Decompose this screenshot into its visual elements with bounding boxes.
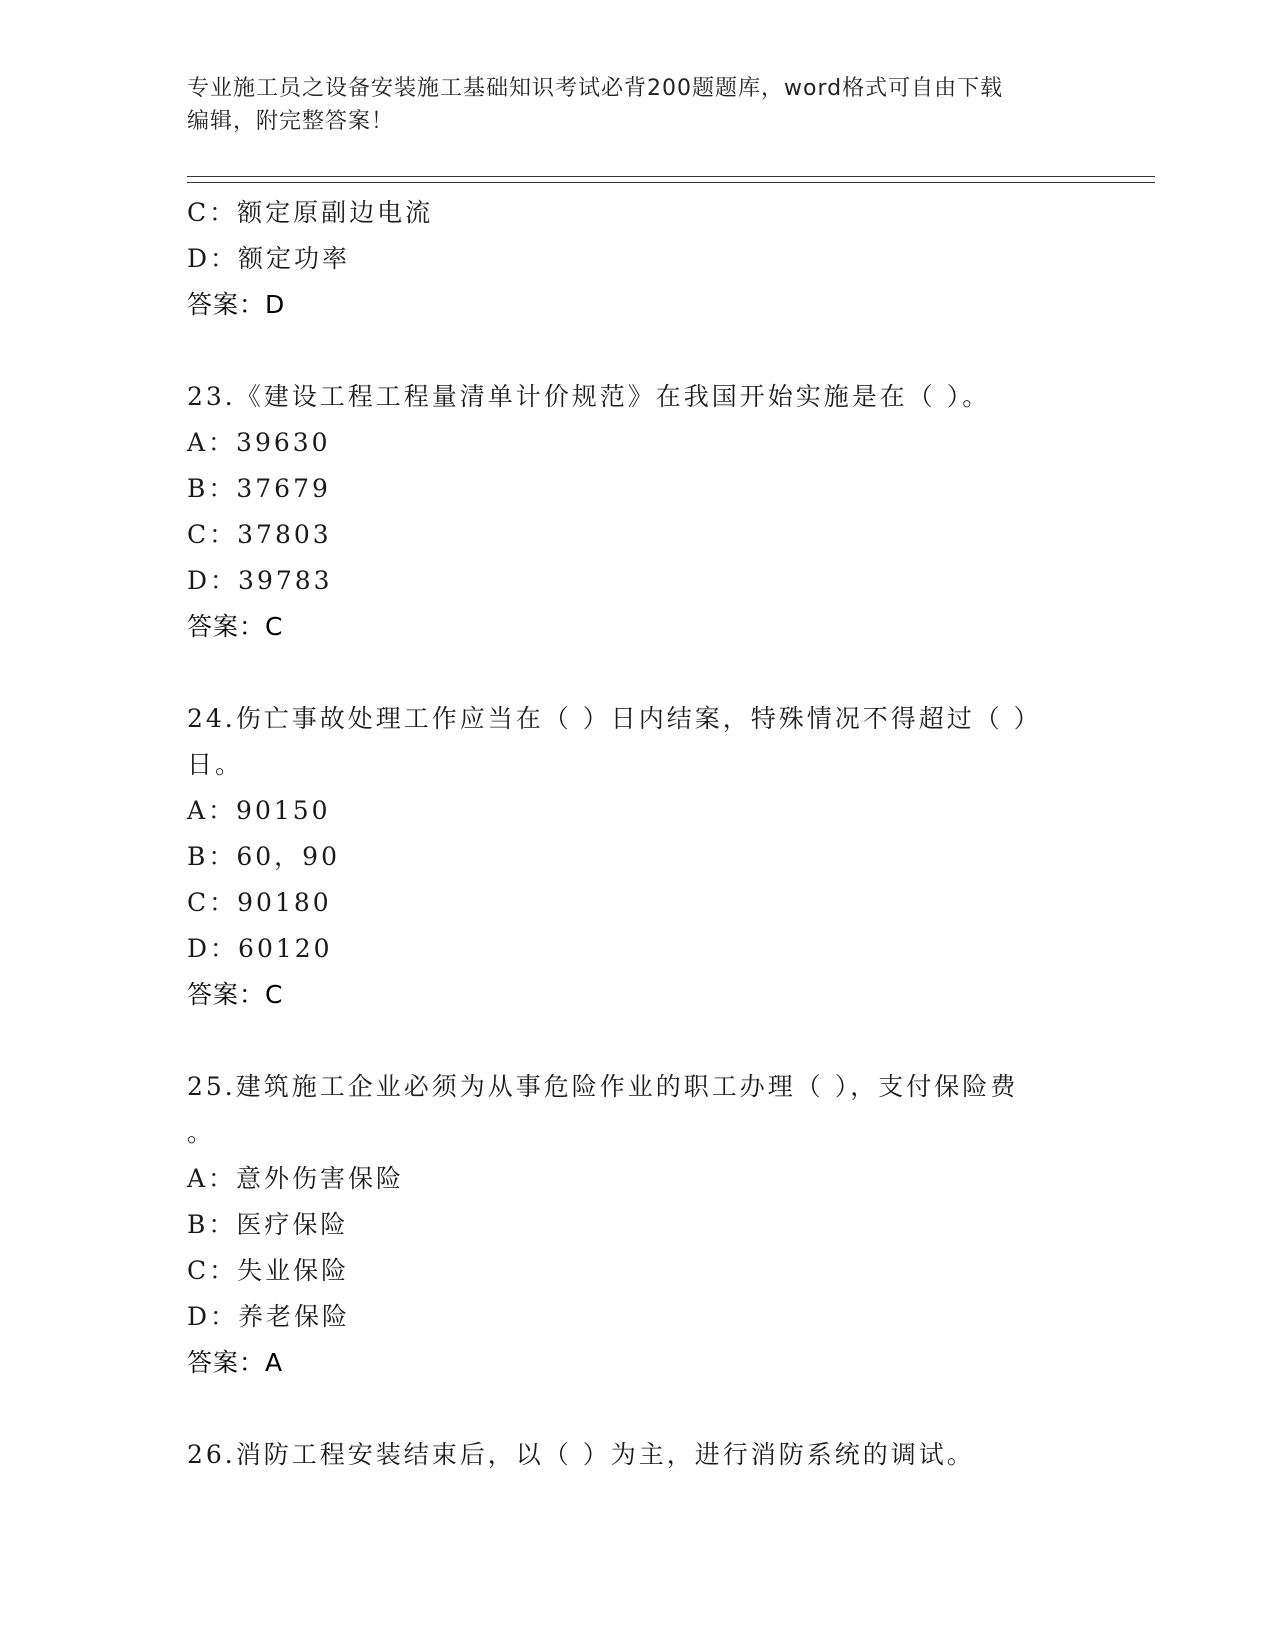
header-divider-bottom xyxy=(187,182,1155,183)
option-b: B：医疗保险 xyxy=(187,1210,349,1239)
document-header xyxy=(187,72,1087,138)
question-stem-continued: 日。 xyxy=(187,750,244,779)
option-c: C：额定原副边电流 xyxy=(187,198,434,227)
answer-line: 答案：C xyxy=(187,612,284,641)
option-d: D：养老保险 xyxy=(187,1302,351,1331)
header-divider-top xyxy=(187,176,1155,177)
question-stem: 24.伤亡事故处理工作应当在（ ）日内结案，特殊情况不得超过（ ） xyxy=(187,704,1042,733)
question-stem: 25.建筑施工企业必须为从事危险作业的职工办理（ ），支付保险费 xyxy=(187,1072,1019,1101)
answer-line: 答案：C xyxy=(187,980,284,1009)
spacer xyxy=(187,328,1087,374)
option-b: B：37679 xyxy=(187,474,331,503)
spacer xyxy=(187,650,1087,696)
option-d: D：60120 xyxy=(187,934,333,963)
question-25 xyxy=(187,1064,1087,1386)
option-a: A：39630 xyxy=(187,428,331,457)
option-b: B：60，90 xyxy=(187,842,340,871)
header-line-2: 编辑，附完整答案！ xyxy=(187,109,395,134)
option-a: A：意外伤害保险 xyxy=(187,1164,405,1193)
option-c: C：37803 xyxy=(187,520,332,549)
question-stem-continued: 。 xyxy=(187,1118,216,1147)
question-26 xyxy=(187,1432,1087,1478)
question-stem: 26.消防工程安装结束后，以（ ）为主，进行消防系统的调试。 xyxy=(187,1440,975,1469)
question-stem: 23.《建设工程工程量清单计价规范》在我国开始实施是在（ ）。 xyxy=(187,382,991,411)
previous-question-tail xyxy=(187,190,1087,328)
option-c: C：90180 xyxy=(187,888,332,917)
option-d: D：额定功率 xyxy=(187,244,351,273)
answer-line: 答案：D xyxy=(187,290,286,319)
option-a: A：90150 xyxy=(187,796,331,825)
option-c: C：失业保险 xyxy=(187,1256,350,1285)
option-d: D：39783 xyxy=(187,566,333,595)
spacer xyxy=(187,1386,1087,1432)
header-line-1: 专业施工员之设备安装施工基础知识考试必背200题题库，word格式可自由下载 xyxy=(187,76,1004,101)
spacer xyxy=(187,1018,1087,1064)
question-23 xyxy=(187,374,1087,650)
question-24 xyxy=(187,696,1087,1018)
question-content xyxy=(187,190,1087,1478)
answer-line: 答案：A xyxy=(187,1348,284,1377)
